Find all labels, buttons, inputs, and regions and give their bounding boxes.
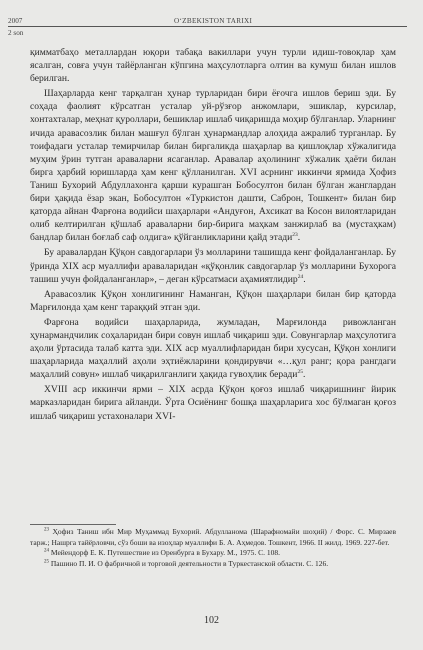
page-number: 102 <box>204 615 219 626</box>
footnote-ref: 25 <box>297 369 303 376</box>
paragraph: қимматбаҳо металлардан юқори табақа вакиллари учун турли идиш-товоқлар ҳам ясалган, совға учун тайёрланган кўпгина маҳсулотларга олтин ва кумуш билан ишлов берилган. <box>30 47 396 85</box>
footnote-number: 23 <box>44 527 49 533</box>
main-text <box>30 46 396 425</box>
footnote-rule <box>30 524 116 525</box>
paragraph: Фарғона водийси шаҳарларида, жумладан, Марғилонда ривожланган ҳунармандчилик соҳаларидан бири совун ишлаб чиқариш эди. Совунгарлар маҳсулотига аҳоли ўртасида талаб катта эди. XIX аср муаллифларидан бири хусусан, Қўқон хонлиги шаҳарларида маҳаллий аҳоли эҳтиёжларини қондирувчи «…қул ранг; қора рангдаги маҳаллий совун» ишлаб чиқарилганлиги ҳақида гувоҳлик беради$^{25}$. <box>30 316 396 381</box>
footnote: $^{23}$ Ҳофиз Таниш ибн Мир Муҳаммад Бухорий. Абдулланома (Шарафномайи шоҳий) / Форс. С. Мирзаев тарж.; Нашрга тайёрловчи, сўз боши ва изоҳлар муаллифи Б. А. Аҳмедов. Тошкент, 1966. II жилд. 1969. 227-бет. <box>30 527 397 547</box>
footnote: $^{25}$ Пашино П. И. О фабричной и торговой деятельности в Туркестанской области. С. 126. <box>44 558 329 568</box>
paragraph: Шаҳарларда кенг тарқалган ҳунар турларидан бири ёғочга ишлов бериш эди. Бу соҳада фаолият кўрсатган усталар уй-рўзғор анжомлари, эшиклар, курсилар, хонтахталар, меҳнат қуроллари, бешиклар ишлаб чиқаришда моҳир бўлганлар. Уларнинг ичида аравасозлик билан машғул бўлган ҳунармандлар алоҳида ажралиб турганлар. Бу тоифадаги усталар темирчилар билан биргаликда шаҳарлар ва қишлоқлар хўжалигида муҳим ўрин тутган араваларни ясаганлар. Аравалар аҳолининг хўжалик ҳаёти билан бирга ҳарбий юришларда ҳам кенг қўлланилган. XVI асрнинг иккинчи ярмида Ҳофиз Таниш Бухорий Абдуллахонга қарши курашган Бобосултон билан бўлган жанглардан бири ҳақида ёзар экан, Бобосултон «Туркистон дашти, Саброн, Тошкент» билан бир қаторда айнан Фарғона водийси шаҳарлари «Андуғон, Ахсикат ва Косон вилоятларидан олиб келтирилган қўшлаб араваларни бир-бирига маҳкам занжирлаб ва (мустаҳкам) бандлар билан боғлаб саф олдига» қўйганликларини қайд этади$^{23}$. <box>30 88 396 244</box>
header-issue: 2 son <box>8 29 24 37</box>
paragraph: Аравасозлик Қўқон хонлигининг Наманган, Қўқон шаҳарлари билан бир қаторда Марғилонда ҳам кенг тараққий этган эди. <box>30 288 396 313</box>
footnote-ref: 24 <box>297 273 304 280</box>
header-rule <box>8 26 407 27</box>
footnote-ref: 23 <box>292 232 298 239</box>
footnote: $^{24}$ Мейендорф Е. К. Путешествие из Оренбурга в Бухару. М., 1975. С. 108. <box>44 548 280 558</box>
footnote-number: 25 <box>44 559 49 565</box>
paragraph: Бу аравалардан Қўқон савдогарлари ўз молларини ташишда кенг фойдаланганлар. Бу ўринда XIX аср муаллифи араваларидан «қўқонлик савдогарлар ўз молларини Бухорога ташиш учун фойдаланганлар», – деган кўрсатмаси аҳамиятлидир$^{24}$. <box>30 247 396 285</box>
journal-title: O‘ZBEKISTON TARIXI <box>174 17 253 25</box>
footnotes <box>30 527 396 569</box>
footnote-number: 24 <box>44 548 49 554</box>
paragraph: XVIII аср иккинчи ярми – XIX асрда Қўқон қоғоз ишлаб чиқаришнинг йирик марказларидан бирига айланди. Ўрта Осиёнинг бошқа шаҳарларига хос бўлмаган қоғоз ишлаб чиқариш устахоналари XVI- <box>30 384 396 422</box>
header-year: 2007 <box>8 17 23 25</box>
